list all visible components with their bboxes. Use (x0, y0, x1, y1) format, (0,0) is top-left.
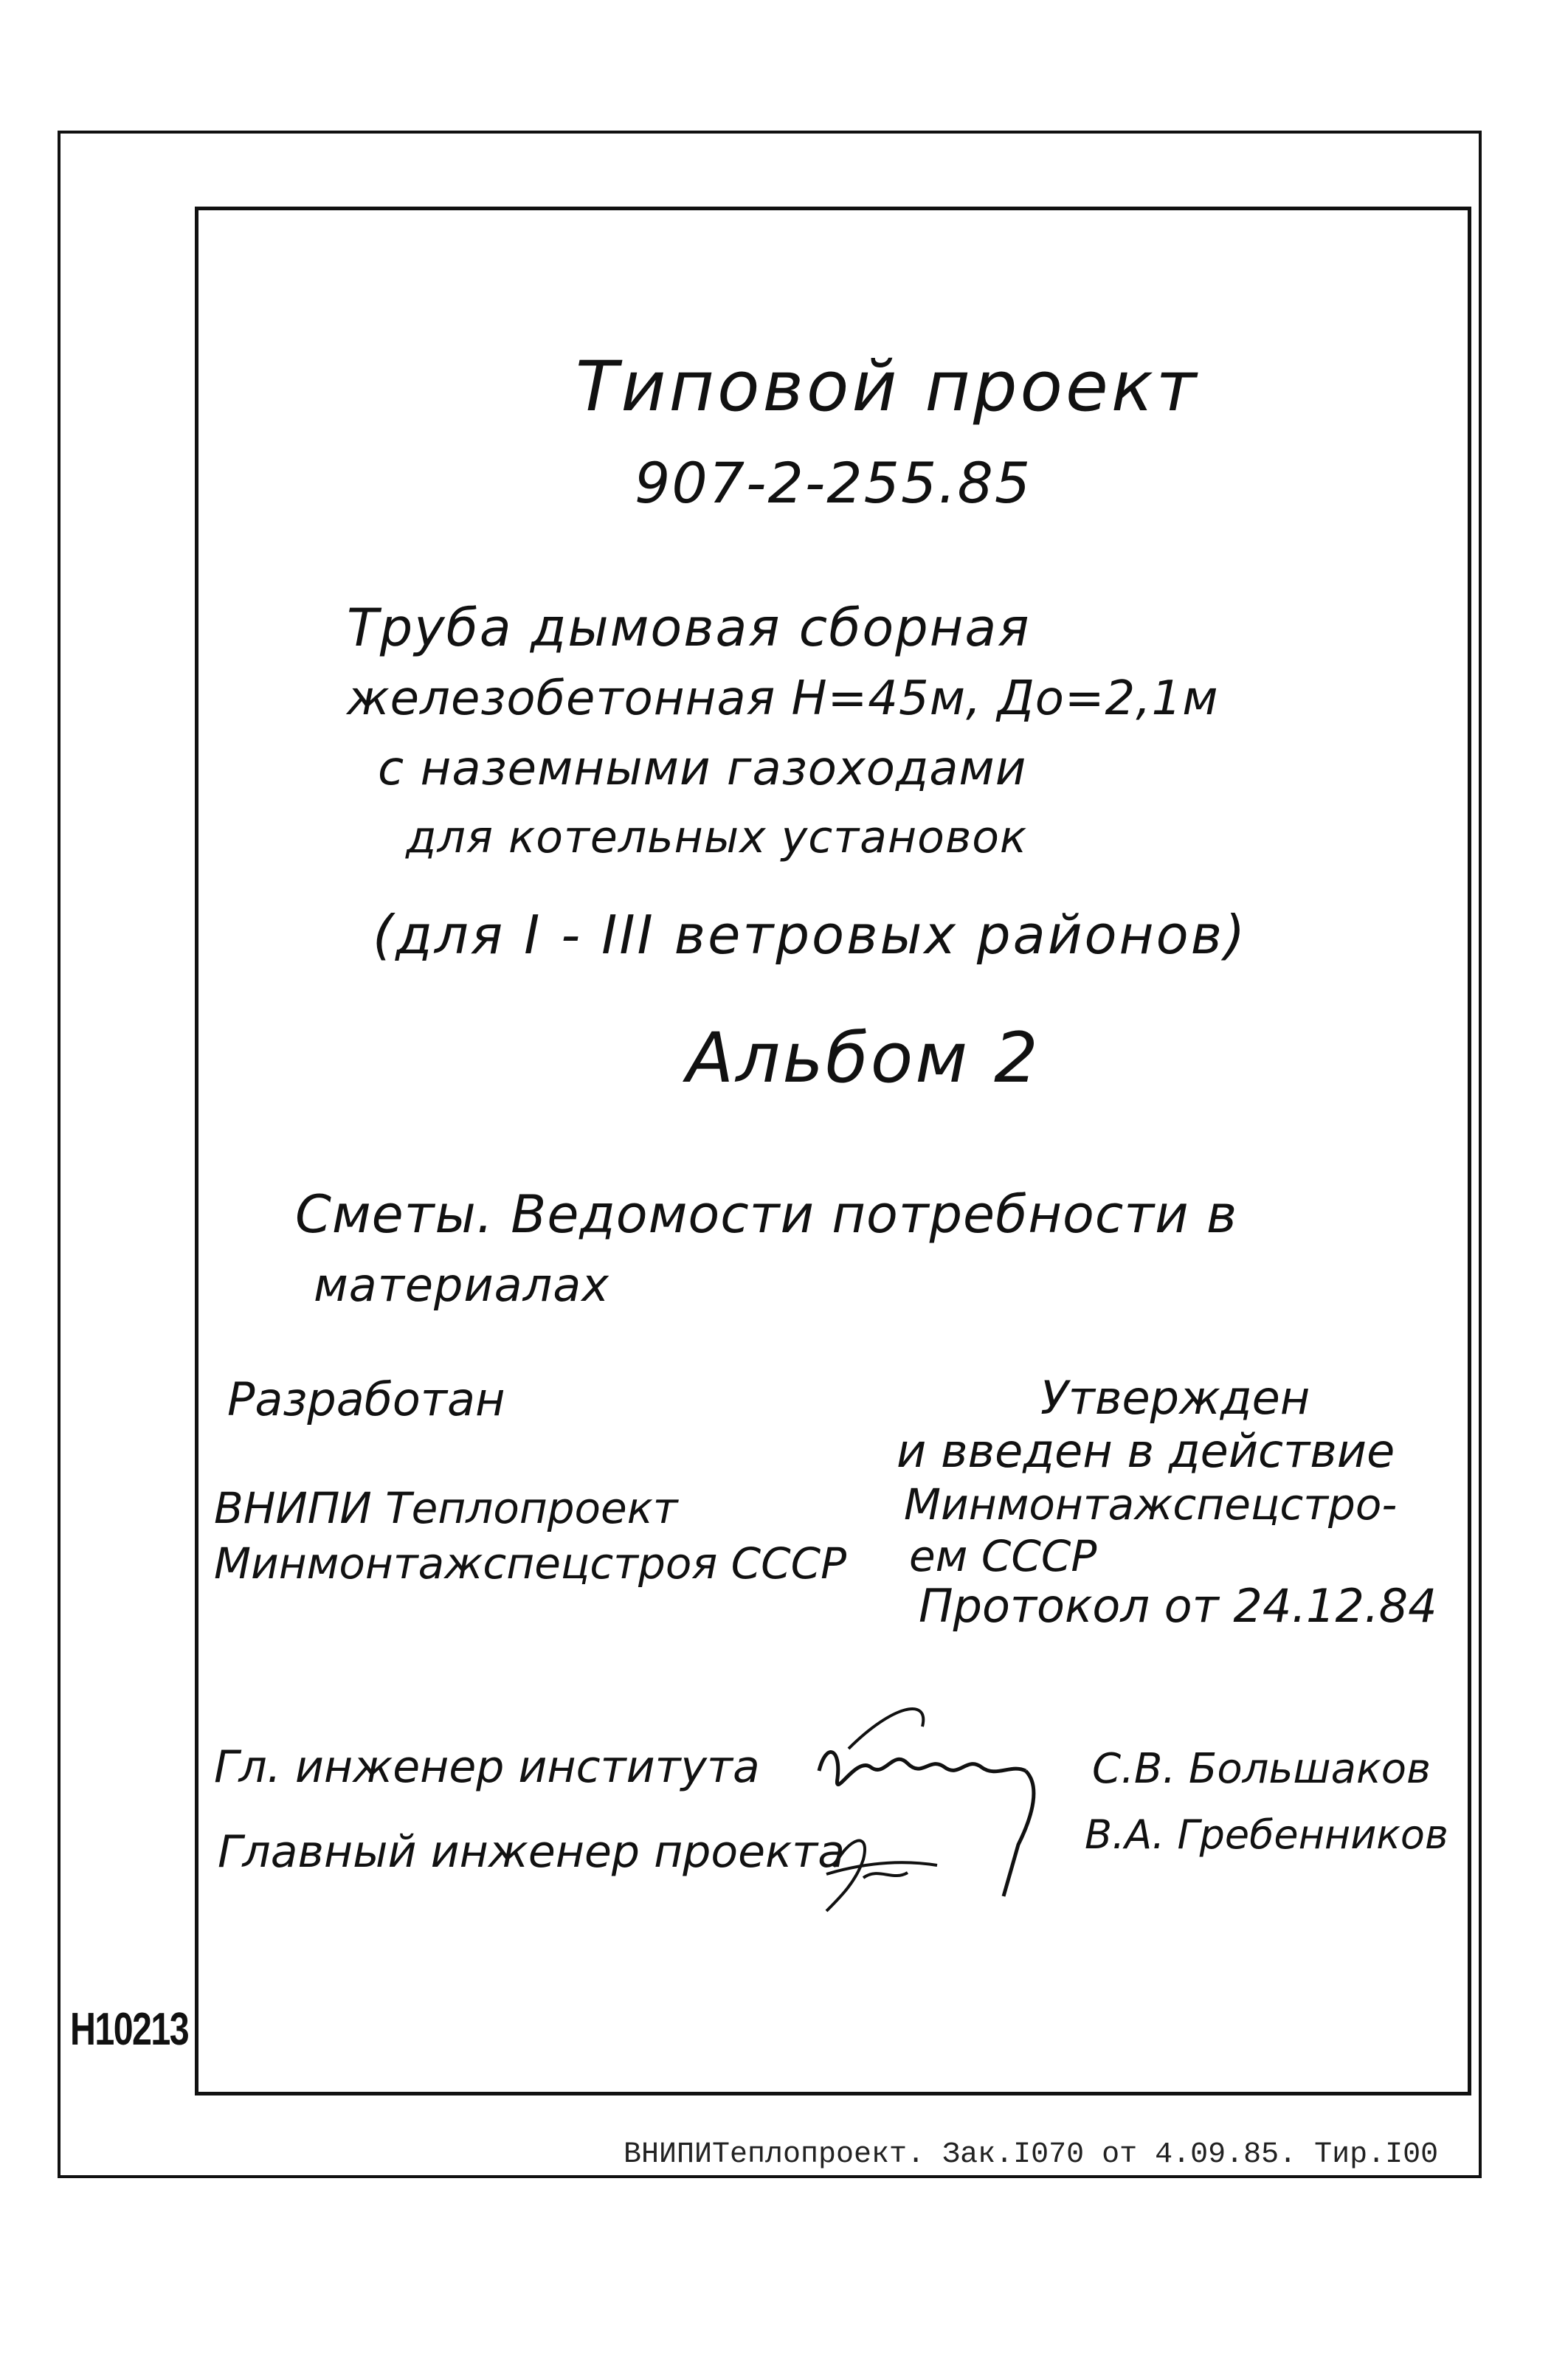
handwritten-signatures (804, 1697, 1085, 1933)
approval-line: Минмонтажспецстро- (904, 1479, 1398, 1530)
developer-line: ВНИПИ Теплопроект (214, 1483, 678, 1533)
description-line: с наземными газоходами (378, 742, 1027, 796)
approval-line: ем СССР (909, 1531, 1097, 1581)
contents-line: Сметы. Ведомости потребности в (295, 1184, 1238, 1245)
signatory-name: С.В. Большаков (1092, 1745, 1431, 1793)
contents-line: материалах (314, 1258, 609, 1312)
description-line: для котельных установок (406, 812, 1028, 863)
description-line: (для I - III ветровых районов) (373, 904, 1248, 966)
document-title: Типовой проект (576, 347, 1200, 427)
description-line: железобетонная Н=45м, До=2,1м (347, 671, 1219, 726)
approval-protocol: Протокол от 24.12.84 (919, 1579, 1437, 1633)
approval-line: и введен в действие (897, 1424, 1395, 1478)
description-line: Труба дымовая сборная (347, 598, 1031, 658)
developer-heading: Разработан (227, 1372, 505, 1426)
signatory-role: Гл. инженер института (214, 1741, 760, 1793)
signatory-name: В.А. Гребенников (1085, 1811, 1448, 1858)
project-number: 907-2-255.85 (635, 450, 1032, 516)
approval-line: Утвержден (1040, 1371, 1310, 1425)
print-footer: ВНИПИТеплопроект. Зак.I070 от 4.09.85. Тир.I00 (624, 2138, 1439, 2171)
inventory-number: Н10213 (70, 2004, 189, 2055)
signatory-role: Главный инженер проекта (218, 1826, 845, 1878)
developer-line: Минмонтажспецстроя СССР (214, 1538, 847, 1589)
album-title: Альбом 2 (686, 1018, 1040, 1099)
